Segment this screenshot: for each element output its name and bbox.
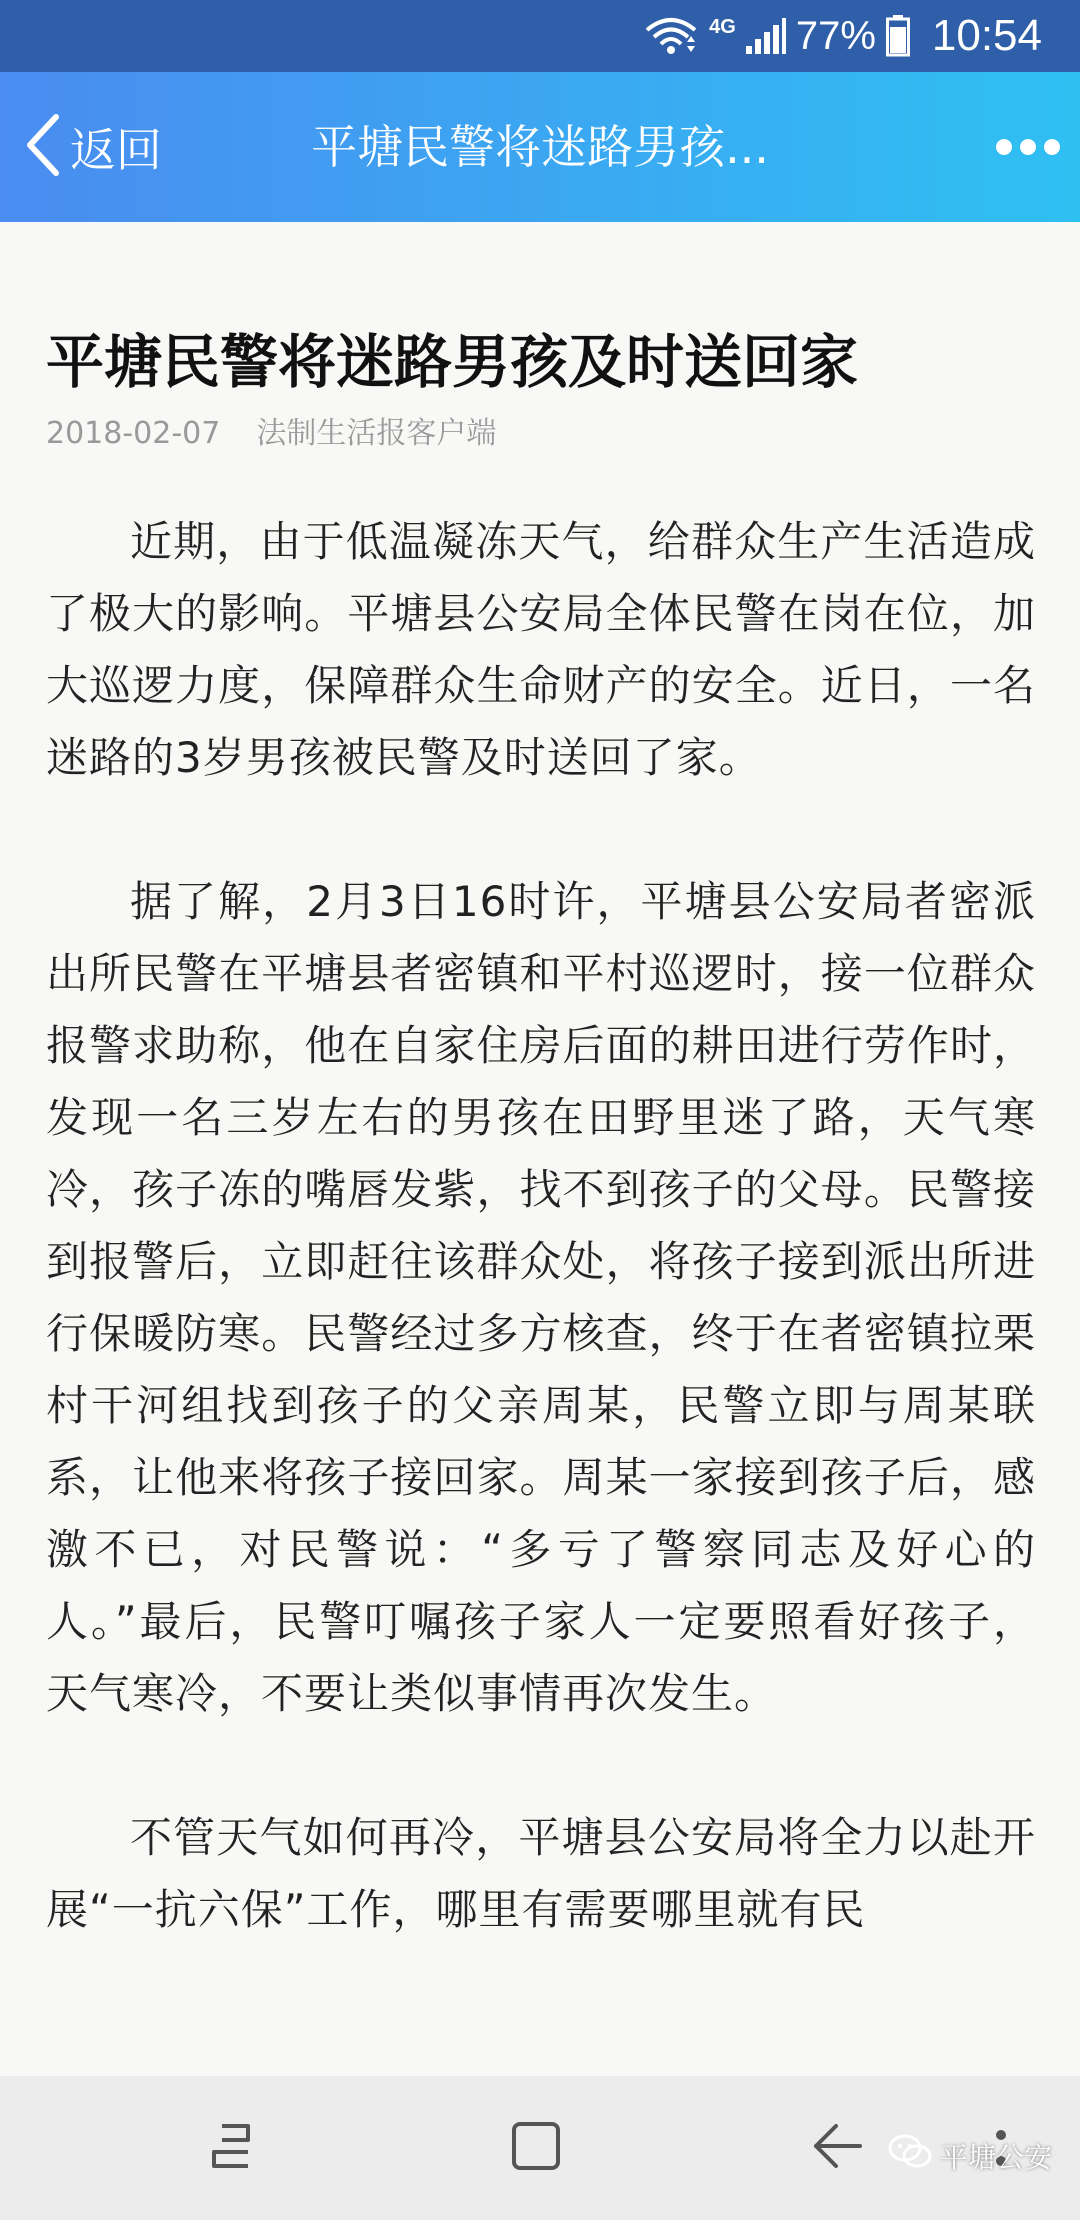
article: [46, 222, 1036, 1946]
network-type: 4G: [709, 15, 736, 38]
nav-back-icon: [810, 2120, 866, 2176]
battery-percent: 77%: [795, 13, 876, 58]
nav-back-button[interactable]: [768, 2076, 908, 2220]
clock: 10:54: [931, 11, 1042, 60]
signal-icon: [746, 18, 786, 54]
back-label: 返回: [70, 123, 162, 177]
back-button[interactable]: [22, 72, 162, 222]
article-source[interactable]: 法制生活报客户端: [256, 416, 497, 451]
home-button[interactable]: [466, 2076, 606, 2220]
wechat-icon: [888, 2134, 940, 2177]
article-title: 平塘民警将迷路男孩及时送回家: [46, 328, 859, 396]
article-meta: [46, 412, 1036, 456]
article-paragraph: 不管天气如何再冷，平塘县公安局将全力以赴开展“一抗六保”工作，哪里有需要哪里就有民: [46, 1813, 1036, 1934]
app-header: [0, 72, 1080, 222]
battery-icon: [886, 15, 910, 57]
recent-apps-icon: [206, 2120, 258, 2176]
watermark-text: 平塘公安: [940, 2140, 1053, 2174]
chevron-left-icon: [22, 113, 62, 181]
status-bar: [0, 0, 1080, 72]
watermark: [888, 2134, 1052, 2177]
article-date: 2018-02-07: [46, 416, 221, 451]
home-icon: [510, 2120, 562, 2176]
wifi-icon: [643, 16, 699, 56]
status-icons: [643, 0, 1042, 72]
article-paragraph: 近期，由于低温凝冻天气，给群众生产生活造成了极大的影响。平塘县公安局全体民警在岗在位，加大巡逻力度，保障群众生命财产的安全。近日，一名迷路的3岁男孩被民警及时送回了家。: [46, 517, 1036, 782]
article-paragraph: 据了解，2月3日16时许，平塘县公安局者密派出所民警在平塘县者密镇和平村巡逻时，接一位群众报警求助称，他在自家住房后面的耕田进行劳作时，发现一名三岁左右的男孩在田野里迷了路，天气寒冷，孩子冻的嘴唇发紫，找不到孩子的父母。民警接到报警后，立即赶往该群众处，将孩子接到派出所进行保暖防寒。民警经过多方核查，终于在者密镇拉栗村干河组找到孩子的父亲周某，民警立即与周某联系，让他来将孩子接回家。周某一家接到孩子后，感激不已，对民警说：“多亏了警察同志及好心的人。”最后，民警叮嘱孩子家人一定要照看好孩子，天气寒冷，不要让类似事情再次发生。: [46, 877, 1036, 1718]
recent-apps-button[interactable]: [162, 2076, 302, 2220]
more-dots-icon[interactable]: [996, 127, 1060, 167]
page-title: 平塘民警将迷路男孩...: [311, 120, 769, 174]
